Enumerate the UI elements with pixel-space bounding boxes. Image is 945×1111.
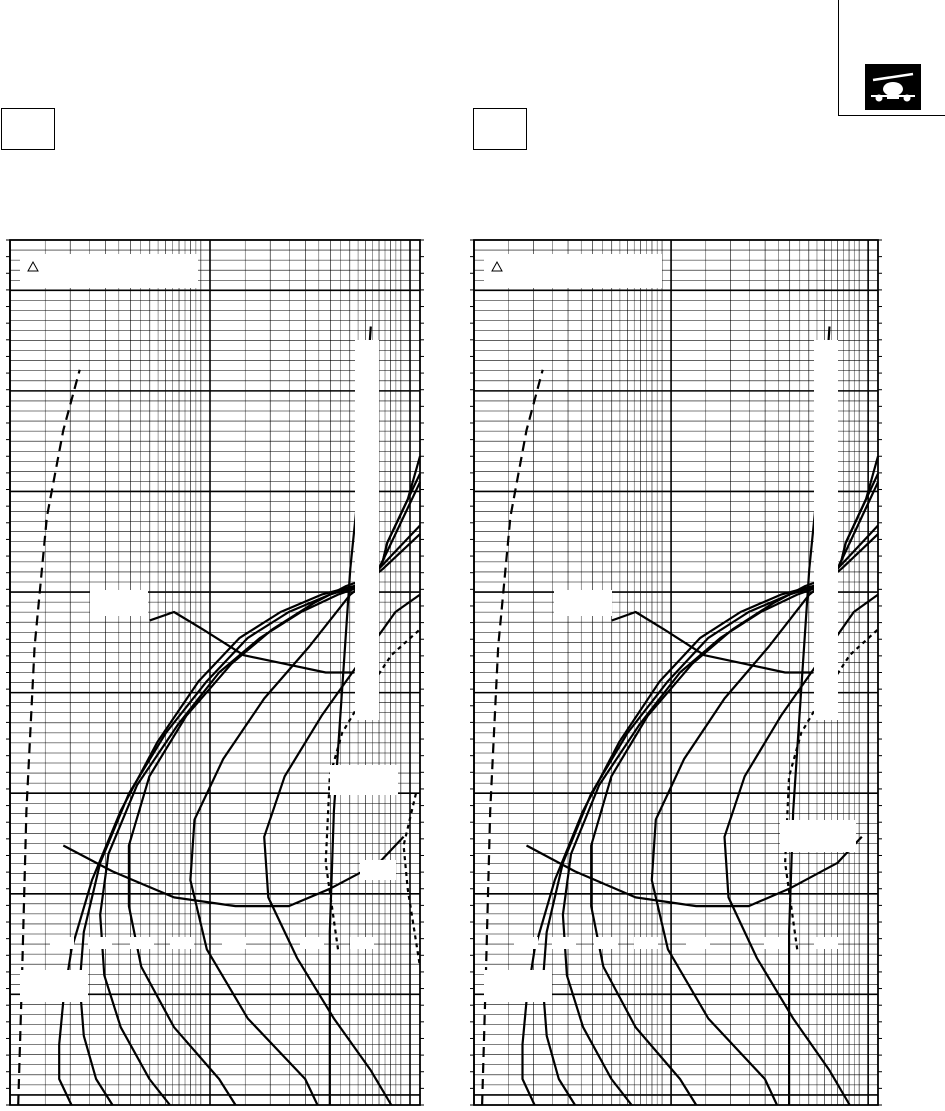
chart-panel-2 — [470, 240, 882, 1105]
label-blank-2 — [330, 765, 398, 795]
legend — [484, 254, 662, 288]
label-blank-1 — [90, 590, 148, 616]
label-blank-3 — [484, 970, 552, 1002]
label-blank-8 — [686, 937, 710, 949]
label-blank-6 — [594, 937, 618, 949]
label-blank-4 — [20, 970, 88, 1002]
label-blank-12 — [355, 340, 379, 720]
label-blank-11 — [350, 937, 374, 949]
chart-panel-1 — [6, 240, 424, 1105]
label-blank-3 — [360, 860, 396, 880]
legend-box — [20, 254, 198, 288]
label-blank-11 — [814, 340, 838, 720]
label-blank-6 — [88, 937, 112, 949]
label-blank-5 — [552, 937, 576, 949]
label-blank-10 — [814, 937, 838, 949]
label-blank-5 — [50, 937, 74, 949]
label-blank-9 — [222, 937, 246, 949]
legend-box — [484, 254, 662, 288]
label-blank-7 — [130, 937, 154, 949]
label-blank-4 — [514, 937, 538, 949]
label-blank-9 — [764, 937, 788, 949]
label-blank-10 — [300, 937, 324, 949]
label-blank-1 — [554, 590, 612, 616]
legend — [20, 254, 198, 288]
label-blank-2 — [780, 820, 856, 852]
label-blank-8 — [170, 937, 194, 949]
label-blank-7 — [634, 937, 658, 949]
